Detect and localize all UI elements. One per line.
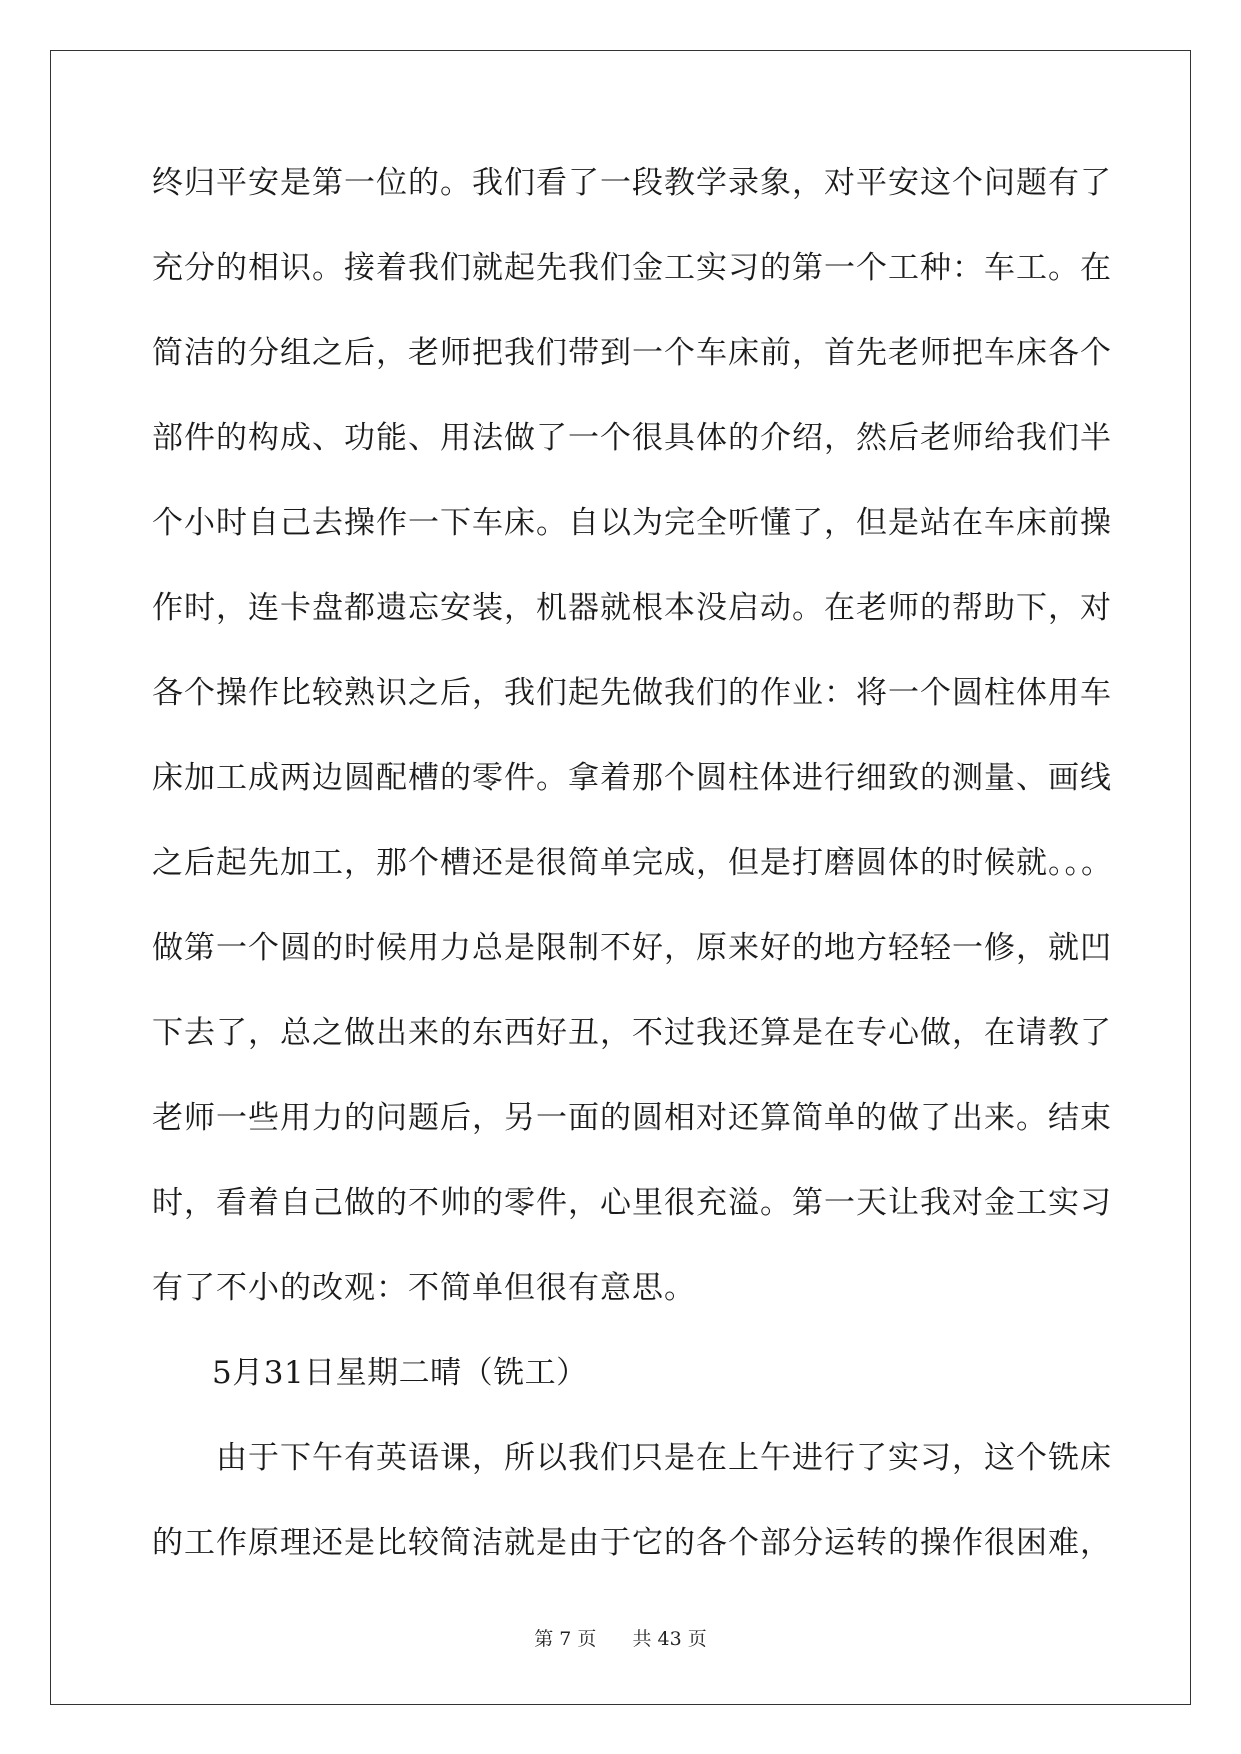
text-line: 之后起先加工，那个槽还是很简单完成，但是打磨圆体的时候就。。。	[152, 845, 1113, 881]
text-line: 时，看着自己做的不帅的零件，心里很充溢。第一天让我对金工实习	[152, 1185, 1112, 1221]
page-total: 共 43 页	[632, 1628, 707, 1650]
text-line: 的工作原理还是比较简洁就是由于它的各个部分运转的操作很困难，	[152, 1525, 1112, 1561]
text-line: 简洁的分组之后，老师把我们带到一个车床前，首先老师把车床各个	[152, 335, 1112, 371]
text-line: 下去了，总之做出来的东西好丑，不过我还算是在专心做，在请教了	[152, 1015, 1112, 1051]
document-body	[152, 158, 1113, 1603]
text-line: 个小时自己去操作一下车床。自以为完全听懂了，但是站在车床前操	[152, 505, 1112, 541]
text-line: 作时，连卡盘都遗忘安装，机器就根本没启动。在老师的帮助下，对	[152, 590, 1112, 626]
text-line: 部件的构成、功能、用法做了一个很具体的介绍，然后老师给我们半	[152, 420, 1112, 456]
text-line: 各个操作比较熟识之后，我们起先做我们的作业：将一个圆柱体用车	[152, 675, 1112, 711]
section-heading: 5月31日星期二晴（铣工）	[212, 1355, 588, 1391]
text-line: 终归平安是第一位的。我们看了一段教学录象，对平安这个问题有了	[152, 165, 1112, 201]
text-line: 有了不小的改观：不简单但很有意思。	[152, 1270, 696, 1306]
text-line: 老师一些用力的问题后，另一面的圆相对还算简单的做了出来。结束	[152, 1100, 1112, 1136]
text-line: 由于下午有英语课，所以我们只是在上午进行了实习，这个铣床	[216, 1440, 1112, 1476]
page-footer	[0, 1624, 1241, 1651]
text-line: 充分的相识。接着我们就起先我们金工实习的第一个工种：车工。在	[152, 250, 1112, 286]
text-line: 做第一个圆的时候用力总是限制不好，原来好的地方轻轻一修，就凹	[152, 930, 1112, 966]
text-line: 床加工成两边圆配槽的零件。拿着那个圆柱体进行细致的测量、画线	[152, 760, 1112, 796]
page-number: 第 7 页	[534, 1628, 597, 1650]
